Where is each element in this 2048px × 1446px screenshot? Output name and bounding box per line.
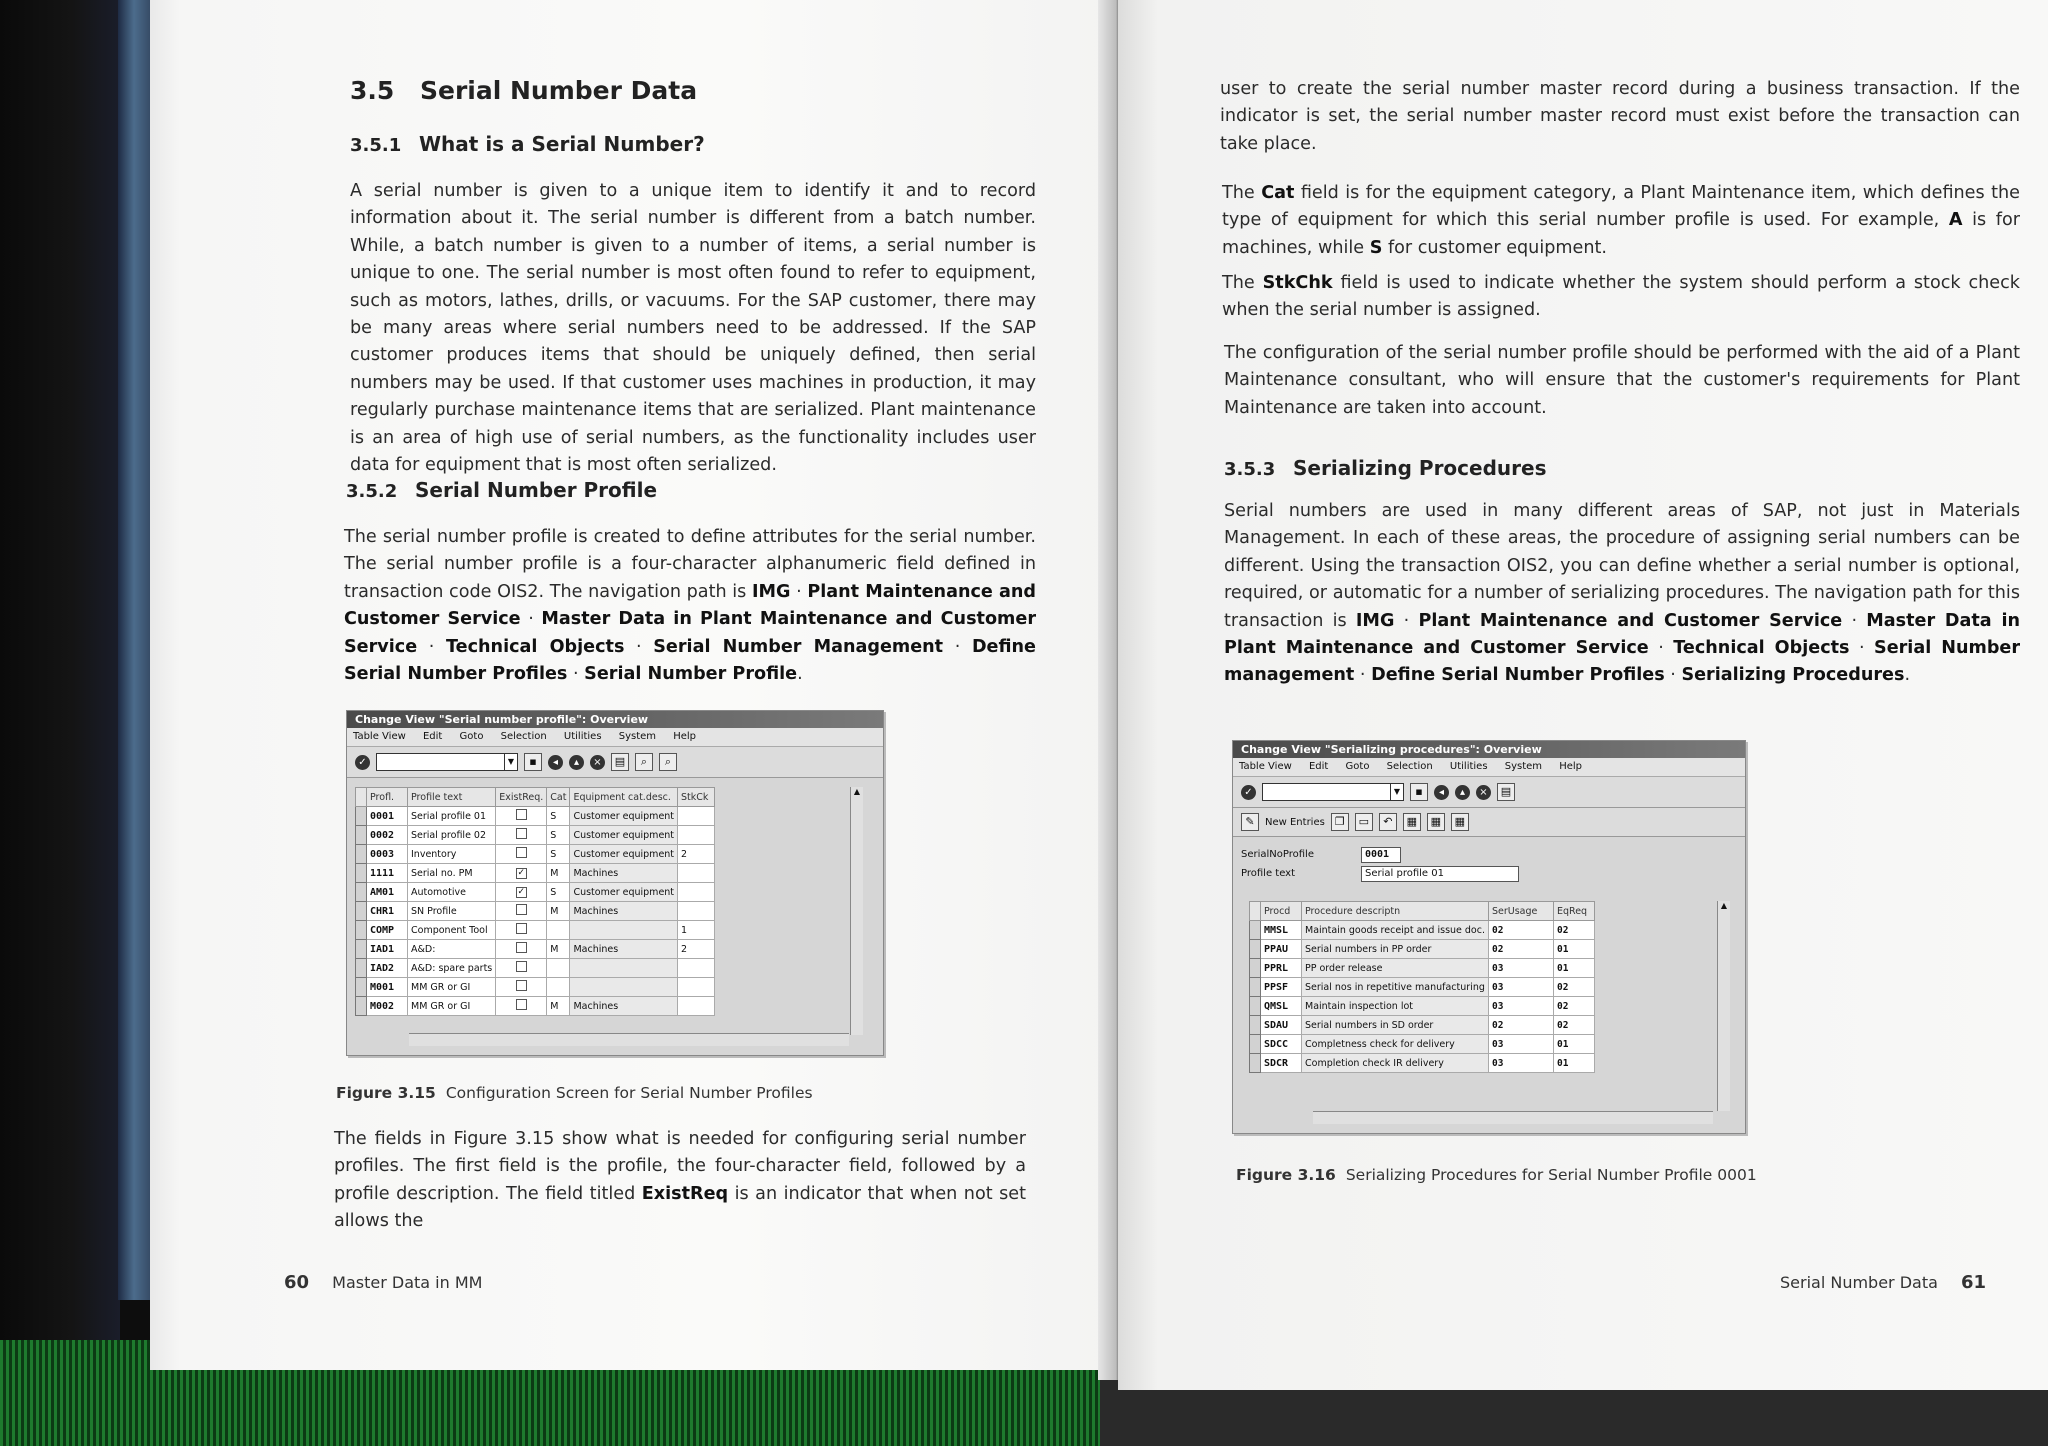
table-row[interactable] bbox=[1250, 940, 1595, 959]
col-header[interactable]: EqReq bbox=[1554, 902, 1595, 921]
scroll-up-icon[interactable]: ▲ bbox=[1720, 901, 1728, 910]
category-desc: Machines bbox=[570, 864, 678, 883]
paragraph-cat-field: The Cat field is for the equipment category, a Plant Maintenance item, which defines the type of equipment for which this serial number profile is used. For example, A is for machines, while S for customer equipment. bbox=[1222, 183, 2020, 258]
menu-item[interactable]: Help bbox=[673, 731, 697, 742]
procedure-code: SDAU bbox=[1261, 1016, 1302, 1035]
nav-path-item: Define Serial Number Profiles bbox=[1371, 665, 1665, 686]
stock-check[interactable]: 1 bbox=[678, 921, 715, 940]
category-code[interactable]: M bbox=[547, 864, 570, 883]
row-selector[interactable] bbox=[356, 883, 367, 902]
subsection-heading-1: 3.5.1 What is a Serial Number? bbox=[350, 132, 705, 156]
footer-right bbox=[1780, 1272, 1986, 1293]
row-selector[interactable] bbox=[1250, 997, 1261, 1016]
row-selector[interactable] bbox=[1250, 959, 1261, 978]
procedure-desc: Maintain inspection lot bbox=[1302, 997, 1489, 1016]
horizontal-scrollbar[interactable] bbox=[409, 1033, 849, 1046]
menu-item[interactable]: Selection bbox=[500, 731, 547, 742]
print-icon[interactable]: ▤ bbox=[1497, 783, 1515, 801]
nav-path-item: IMG bbox=[751, 581, 791, 602]
application-toolbar bbox=[1233, 808, 1745, 837]
profile-text[interactable]: MM GR or GI bbox=[408, 997, 496, 1016]
left-page bbox=[150, 0, 1120, 1370]
profile-code: IAD2 bbox=[367, 959, 408, 978]
running-footer: Serial Number Data bbox=[1780, 1273, 1938, 1292]
table-row[interactable] bbox=[356, 940, 715, 959]
exist-req-checkbox[interactable] bbox=[516, 847, 527, 858]
procedure-code: PPSF bbox=[1261, 978, 1302, 997]
serial-usage[interactable]: 02 bbox=[1489, 1016, 1554, 1035]
cancel-icon[interactable]: × bbox=[1476, 785, 1491, 800]
category-desc: Machines bbox=[570, 940, 678, 959]
profile-table bbox=[355, 787, 715, 1016]
page-number: 61 bbox=[1961, 1272, 1987, 1293]
profile-code: IAD1 bbox=[367, 940, 408, 959]
menu-item[interactable]: Selection bbox=[1386, 761, 1433, 772]
profile-table-container bbox=[355, 787, 715, 1016]
chevron-down-icon[interactable]: ▼ bbox=[1390, 784, 1403, 800]
row-selector[interactable] bbox=[1250, 1016, 1261, 1035]
table-row[interactable] bbox=[1250, 1016, 1595, 1035]
profile-code: CHR1 bbox=[367, 902, 408, 921]
profile-text[interactable]: Inventory bbox=[408, 845, 496, 864]
procedure-desc: Serial numbers in PP order bbox=[1302, 940, 1489, 959]
back-icon[interactable]: ◂ bbox=[548, 755, 563, 770]
stock-check[interactable] bbox=[678, 902, 715, 921]
procedure-code: PPAU bbox=[1261, 940, 1302, 959]
subsection-heading-3: 3.5.3 Serializing Procedures bbox=[1224, 456, 1547, 480]
paragraph-configuration: The configuration of the serial number profile should be performed with the aid of a Plant Maintenance consultant, who will ensure that the customer's requirements for Plant Maintenance are taken into account. bbox=[1224, 343, 2020, 418]
nav-path-item: Serializing Procedures bbox=[1681, 665, 1905, 686]
stock-check[interactable]: 2 bbox=[678, 845, 715, 864]
change-display-icon[interactable]: ✎ bbox=[1241, 813, 1259, 831]
category-code[interactable]: S bbox=[547, 807, 570, 826]
serial-usage[interactable]: 03 bbox=[1489, 1035, 1554, 1054]
category-desc bbox=[570, 978, 678, 997]
paragraph-what-is-serial: A serial number is given to a unique item to identify it and to record information about it. The serial number is different from a batch number. While, a batch number is given to a number of items, a serial number is unique to one. The serial number is most often found to refer to equipment, such as motors, lathes, drills, or vacuums. For the SAP customer, there may be many areas where serial numbers need to be addressed. If the SAP customer produces items that should be uniquely defined, then serial numbers may be used. If that customer uses machines in production, it may regularly purchase maintenance items that are serialized. Plant maintenance is an area of high use of serial numbers, as the functionality includes user data for equipment that is most often serialized. bbox=[350, 181, 1036, 476]
equipment-required[interactable]: 02 bbox=[1554, 997, 1595, 1016]
table-row[interactable] bbox=[356, 826, 715, 845]
command-field[interactable] bbox=[1262, 783, 1404, 801]
delete-icon[interactable]: ▭ bbox=[1355, 813, 1373, 831]
nav-path-item: Master Data in Plant Maintenance and Customer Service bbox=[344, 609, 1036, 657]
back-icon[interactable]: ◂ bbox=[1434, 785, 1449, 800]
table-row[interactable] bbox=[1250, 921, 1595, 940]
nav-path-item: Serial Number Profile bbox=[584, 664, 798, 685]
undo-icon[interactable]: ↶ bbox=[1379, 813, 1397, 831]
cancel-icon[interactable]: × bbox=[590, 755, 605, 770]
row-selector[interactable] bbox=[356, 959, 367, 978]
stock-check[interactable] bbox=[678, 807, 715, 826]
col-header[interactable]: Procd bbox=[1261, 902, 1302, 921]
procedure-code: SDCC bbox=[1261, 1035, 1302, 1054]
procedure-desc: PP order release bbox=[1302, 959, 1489, 978]
procedure-desc: Completness check for delivery bbox=[1302, 1035, 1489, 1054]
col-header[interactable]: Profile text bbox=[408, 788, 496, 807]
category-desc bbox=[570, 921, 678, 940]
figure-caption-316: Figure 3.16 Serializing Procedures for Serial Number Profile 0001 bbox=[1236, 1166, 1757, 1184]
deselect-all-icon[interactable]: ▦ bbox=[1451, 813, 1469, 831]
menu-item[interactable]: Goto bbox=[1345, 761, 1370, 772]
procedure-code: PPRL bbox=[1261, 959, 1302, 978]
category-desc: Customer equipment bbox=[570, 826, 678, 845]
procedure-table-container bbox=[1249, 901, 1595, 1073]
profile-code: 1111 bbox=[367, 864, 408, 883]
select-block-icon[interactable]: ▦ bbox=[1427, 813, 1445, 831]
row-selector[interactable] bbox=[356, 845, 367, 864]
find-next-icon[interactable]: ⌕ bbox=[659, 753, 677, 771]
serial-usage[interactable]: 02 bbox=[1489, 940, 1554, 959]
category-desc: Machines bbox=[570, 997, 678, 1016]
exist-req-checkbox[interactable] bbox=[516, 999, 527, 1010]
menu-item[interactable]: Table View bbox=[1239, 761, 1292, 772]
save-icon[interactable]: ▪ bbox=[1410, 783, 1428, 801]
paragraph-serializing: Serial numbers are used in many different areas of SAP, not just in Materials Management. In each of these areas, the procedure of assigning serial numbers can be different. Using the transaction OIS2, you can define whether a serial number is optional, required, or automatic for a number of serializing procedures. The navigation path for this transaction is IMG · Plant Maintenance and Customer Service · Master Data in Plant Maintenance and Customer Service · Technical Objects · Serial Number management · Define Serial Number Profiles · Serializing Procedures. bbox=[1224, 501, 2021, 686]
row-selector[interactable] bbox=[356, 902, 367, 921]
nav-path-item: Plant Maintenance and Customer Service bbox=[344, 581, 1036, 630]
exist-req-checkbox[interactable] bbox=[516, 980, 527, 991]
print-icon[interactable]: ▤ bbox=[611, 753, 629, 771]
serial-usage[interactable]: 03 bbox=[1489, 959, 1554, 978]
select-all-header[interactable] bbox=[1250, 902, 1261, 921]
procedure-desc: Serial nos in repetitive manufacturing bbox=[1302, 978, 1489, 997]
category-desc: Customer equipment bbox=[570, 883, 678, 902]
page-number: 60 bbox=[284, 1272, 310, 1293]
new-entries-button[interactable]: New Entries bbox=[1265, 816, 1325, 828]
equipment-required[interactable]: 01 bbox=[1554, 1054, 1595, 1073]
menu-item[interactable]: System bbox=[1504, 761, 1543, 772]
command-field[interactable] bbox=[376, 753, 518, 771]
table-row[interactable] bbox=[1250, 1035, 1595, 1054]
row-selector[interactable] bbox=[356, 864, 367, 883]
select-all-icon[interactable]: ▦ bbox=[1403, 813, 1421, 831]
sap-window-serializing bbox=[1232, 740, 1746, 1134]
col-header[interactable]: ExistReq. bbox=[496, 788, 547, 807]
vertical-scrollbar[interactable] bbox=[1717, 901, 1730, 1111]
exit-icon[interactable]: ▴ bbox=[1455, 785, 1470, 800]
category-code[interactable]: M bbox=[547, 940, 570, 959]
profile-code: M001 bbox=[367, 978, 408, 997]
exist-req-checkbox[interactable]: ✓ bbox=[517, 868, 526, 878]
nav-path-item: Serial Number management bbox=[1224, 638, 2021, 686]
table-row[interactable] bbox=[356, 921, 715, 940]
exist-req-checkbox[interactable] bbox=[516, 828, 527, 839]
profile-text-field[interactable]: Serial profile 01 bbox=[1361, 866, 1519, 882]
profile-code: AM01 bbox=[367, 883, 408, 902]
procedure-desc: Completion check IR delivery bbox=[1302, 1054, 1489, 1073]
col-header[interactable]: Procedure descriptn bbox=[1302, 902, 1489, 921]
subsection-heading-2: 3.5.2 Serial Number Profile bbox=[346, 478, 658, 502]
stock-check[interactable] bbox=[678, 959, 715, 978]
category-code[interactable]: S bbox=[547, 845, 570, 864]
profile-text[interactable]: MM GR or GI bbox=[408, 978, 496, 997]
exist-req-checkbox[interactable] bbox=[516, 942, 527, 953]
col-header[interactable]: SerUsage bbox=[1489, 902, 1554, 921]
table-row[interactable] bbox=[1250, 978, 1595, 997]
exit-icon[interactable]: ▴ bbox=[569, 755, 584, 770]
menu-item[interactable]: Edit bbox=[1308, 761, 1329, 772]
book-edge-dark bbox=[0, 0, 120, 1446]
exist-req-checkbox[interactable] bbox=[516, 923, 527, 934]
serial-usage[interactable]: 03 bbox=[1489, 978, 1554, 997]
col-header[interactable]: Profl. bbox=[367, 788, 408, 807]
paragraph-continued: user to create the serial number master record during a business transaction. If the indicator is set, the serial number master record must exist before the transaction can take place. bbox=[1220, 79, 2020, 154]
menu-item[interactable]: Edit bbox=[422, 731, 443, 742]
sap-menu-bar bbox=[347, 728, 883, 747]
table-row[interactable] bbox=[1250, 1054, 1595, 1073]
stock-check[interactable] bbox=[678, 864, 715, 883]
table-row[interactable] bbox=[356, 997, 715, 1016]
procedure-desc: Maintain goods receipt and issue doc. bbox=[1302, 921, 1489, 940]
menu-item[interactable]: Utilities bbox=[1449, 761, 1488, 772]
table-row[interactable] bbox=[356, 864, 715, 883]
col-header[interactable]: Equipment cat.desc. bbox=[570, 788, 678, 807]
procedure-code: QMSL bbox=[1261, 997, 1302, 1016]
field-label: SerialNoProfile bbox=[1241, 849, 1314, 860]
col-header[interactable]: StkCk bbox=[678, 788, 715, 807]
find-icon[interactable]: ⌕ bbox=[635, 753, 653, 771]
nav-path-item: Master Data in Plant Maintenance and Customer Service bbox=[1224, 610, 2020, 659]
nav-path-item: IMG bbox=[1355, 610, 1395, 631]
sap-window-title: Change View "Serial number profile": Overview bbox=[347, 711, 883, 728]
row-selector[interactable] bbox=[356, 978, 367, 997]
table-row[interactable] bbox=[356, 978, 715, 997]
enter-icon[interactable]: ✓ bbox=[355, 755, 370, 770]
equipment-required[interactable]: 01 bbox=[1554, 1035, 1595, 1054]
procedure-code: SDCR bbox=[1261, 1054, 1302, 1073]
profile-text[interactable]: A&D: spare parts bbox=[408, 959, 496, 978]
profile-code: 0003 bbox=[367, 845, 408, 864]
col-header[interactable]: Cat bbox=[547, 788, 570, 807]
category-code[interactable] bbox=[547, 959, 570, 978]
category-desc: Machines bbox=[570, 902, 678, 921]
exist-req-checkbox[interactable] bbox=[516, 809, 527, 820]
serial-usage[interactable]: 02 bbox=[1489, 921, 1554, 940]
category-desc bbox=[570, 959, 678, 978]
procedure-table bbox=[1249, 901, 1595, 1073]
menu-item[interactable]: Goto bbox=[459, 731, 484, 742]
category-code[interactable] bbox=[547, 978, 570, 997]
nav-path-item: Define Serial Number Profiles bbox=[344, 636, 1036, 685]
menu-item[interactable]: System bbox=[618, 731, 657, 742]
sap-window-title: Change View "Serializing procedures": Overview bbox=[1233, 741, 1745, 758]
field-row-profile-text bbox=[1233, 864, 1745, 883]
profile-code: 0001 bbox=[367, 807, 408, 826]
table-row[interactable] bbox=[1250, 997, 1595, 1016]
vertical-scrollbar[interactable] bbox=[850, 787, 863, 1035]
stock-check[interactable] bbox=[678, 883, 715, 902]
sap-toolbar bbox=[1233, 777, 1745, 808]
category-desc: Customer equipment bbox=[570, 845, 678, 864]
select-all-header[interactable] bbox=[356, 788, 367, 807]
field-row-profile bbox=[1233, 845, 1745, 864]
sap-menu-bar bbox=[1233, 758, 1745, 777]
procedure-code: MMSL bbox=[1261, 921, 1302, 940]
menu-item[interactable]: Utilities bbox=[563, 731, 602, 742]
profile-text[interactable]: Automotive bbox=[408, 883, 496, 902]
profile-text[interactable]: Serial profile 01 bbox=[408, 807, 496, 826]
paragraph-fields: The fields in Figure 3.15 show what is needed for configuring serial number profiles. The first field is the profile, the four-character field, followed by a profile description. The field titled ExistReq is an indicator that when not set allows the bbox=[334, 1129, 1026, 1232]
nav-path-item: Plant Maintenance and Customer Service bbox=[1418, 610, 1843, 631]
running-footer: Master Data in MM bbox=[332, 1273, 483, 1292]
category-code[interactable]: S bbox=[547, 883, 570, 902]
save-icon[interactable]: ▪ bbox=[524, 753, 542, 771]
row-selector[interactable] bbox=[356, 997, 367, 1016]
equipment-required[interactable]: 02 bbox=[1554, 1016, 1595, 1035]
profile-text[interactable]: Component Tool bbox=[408, 921, 496, 940]
category-code[interactable]: S bbox=[547, 826, 570, 845]
row-selector[interactable] bbox=[356, 921, 367, 940]
category-code[interactable] bbox=[547, 921, 570, 940]
profile-code: COMP bbox=[367, 921, 408, 940]
stock-check[interactable] bbox=[678, 997, 715, 1016]
paragraph-stkchk-field: The StkChk field is used to indicate whether the system should perform a stock check when the serial number is assigned. bbox=[1222, 273, 2020, 321]
profile-text[interactable]: Serial no. PM bbox=[408, 864, 496, 883]
profile-text[interactable]: Serial profile 02 bbox=[408, 826, 496, 845]
row-selector[interactable] bbox=[1250, 921, 1261, 940]
equipment-required[interactable]: 02 bbox=[1554, 921, 1595, 940]
table-row[interactable] bbox=[1250, 959, 1595, 978]
row-selector[interactable] bbox=[356, 940, 367, 959]
row-selector[interactable] bbox=[1250, 940, 1261, 959]
profile-text[interactable]: SN Profile bbox=[408, 902, 496, 921]
stock-check[interactable] bbox=[678, 826, 715, 845]
serial-usage[interactable]: 03 bbox=[1489, 997, 1554, 1016]
sap-window-serial-profile bbox=[346, 710, 884, 1056]
serial-no-profile-field[interactable]: 0001 bbox=[1361, 847, 1401, 863]
header-fields bbox=[1233, 837, 1745, 883]
equipment-required[interactable]: 02 bbox=[1554, 978, 1595, 997]
profile-code: M002 bbox=[367, 997, 408, 1016]
nav-path-item: Technical Objects bbox=[1673, 638, 1850, 659]
field-label: Profile text bbox=[1241, 868, 1296, 879]
footer-left bbox=[284, 1272, 482, 1293]
profile-text[interactable]: A&D: bbox=[408, 940, 496, 959]
table-row[interactable] bbox=[356, 883, 715, 902]
menu-item[interactable]: Table View bbox=[353, 731, 406, 742]
stock-check[interactable]: 2 bbox=[678, 940, 715, 959]
stock-check[interactable] bbox=[678, 978, 715, 997]
section-heading: 3.5 Serial Number Data bbox=[350, 76, 698, 105]
equipment-required[interactable]: 01 bbox=[1554, 959, 1595, 978]
exist-req-checkbox[interactable] bbox=[516, 961, 527, 972]
row-selector[interactable] bbox=[356, 826, 367, 845]
row-selector[interactable] bbox=[1250, 978, 1261, 997]
exist-req-checkbox[interactable]: ✓ bbox=[517, 887, 526, 897]
sap-toolbar bbox=[347, 747, 883, 778]
enter-icon[interactable]: ✓ bbox=[1241, 785, 1256, 800]
equipment-required[interactable]: 01 bbox=[1554, 940, 1595, 959]
serial-usage[interactable]: 03 bbox=[1489, 1054, 1554, 1073]
right-page bbox=[1118, 0, 2048, 1390]
category-desc: Customer equipment bbox=[570, 807, 678, 826]
table-row[interactable] bbox=[356, 959, 715, 978]
nav-path-item: Serial Number Management bbox=[653, 636, 944, 657]
nav-path-item: Technical Objects bbox=[446, 636, 625, 657]
scroll-up-icon[interactable]: ▲ bbox=[853, 787, 861, 796]
row-selector[interactable] bbox=[1250, 1054, 1261, 1073]
menu-item[interactable]: Help bbox=[1559, 761, 1583, 772]
row-selector[interactable] bbox=[356, 807, 367, 826]
copy-icon[interactable]: ❐ bbox=[1331, 813, 1349, 831]
table-row[interactable] bbox=[356, 807, 715, 826]
exist-req-checkbox[interactable] bbox=[516, 904, 527, 915]
figure-caption-315: Figure 3.15 Configuration Screen for Serial Number Profiles bbox=[336, 1084, 813, 1102]
row-selector[interactable] bbox=[1250, 1035, 1261, 1054]
chevron-down-icon[interactable]: ▼ bbox=[504, 754, 517, 770]
category-code[interactable]: M bbox=[547, 902, 570, 921]
horizontal-scrollbar[interactable] bbox=[1313, 1111, 1713, 1124]
table-row[interactable] bbox=[356, 845, 715, 864]
paragraph-serial-profile: The serial number profile is created to define attributes for the serial number. The serial number profile is a four-character alphanumeric field defined in transaction code OIS2. The navigation path is IMG · Plant Maintenance and Customer Service · Master Data in Plant Maintenance and Customer Service · Technical Objects · Serial Number Management · Define Serial Number Profiles · Serial Number Profile. bbox=[344, 527, 1036, 685]
table-row[interactable] bbox=[356, 902, 715, 921]
procedure-desc: Serial numbers in SD order bbox=[1302, 1016, 1489, 1035]
profile-code: 0002 bbox=[367, 826, 408, 845]
category-code[interactable]: M bbox=[547, 997, 570, 1016]
